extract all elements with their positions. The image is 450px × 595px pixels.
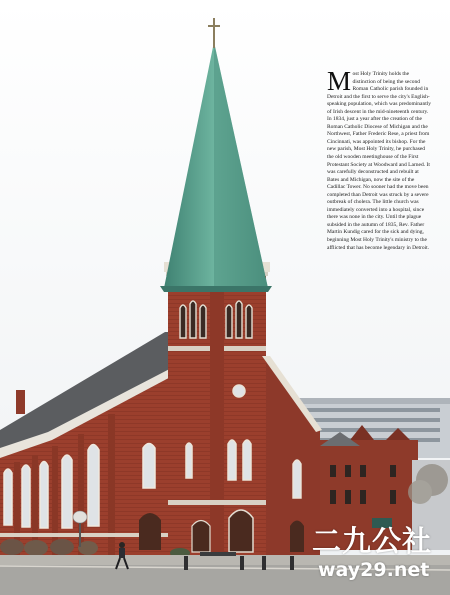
tower	[164, 262, 270, 555]
watermark-url: way29.net	[318, 559, 430, 581]
article-body: ost Holy Trinity holds the distinction of being the second Roman Catholic parish founded in Detroit and the first to serve the city's English-speaking population, which was predominantly of Irish descent in the mid-nineteenth century. In 1834, just a year after the creation of the Roman Catholic Diocese of Michigan and the Northwest, Father Frederic Rese, a priest from Cincinnati, was appointed its bishop. For the new parish, Most Holy Trinity, he purchased the old wooden meetinghouse of the First Protestant Society at Woodward and Larned. It was carefully deconstructed and rebuilt at Bates and Michigan, now the site of the Cadillac Tower. No sooner had the move been completed than Detroit was struck by a severe outbreak of cholera. The little church was immediately converted into a hospital, since there was none in the city. Until the plague subsided in the autumn of 1835, Rev. Father Martin Kundig cared for the sick and dying, beginning Most Holy Trinity's ministry to the afflicted that has become legendary in Detroit.	[327, 71, 432, 251]
drop-cap: M	[327, 66, 352, 96]
article-text	[327, 66, 432, 252]
chimney	[16, 390, 25, 414]
watermark-text: 二九公社	[312, 524, 433, 558]
